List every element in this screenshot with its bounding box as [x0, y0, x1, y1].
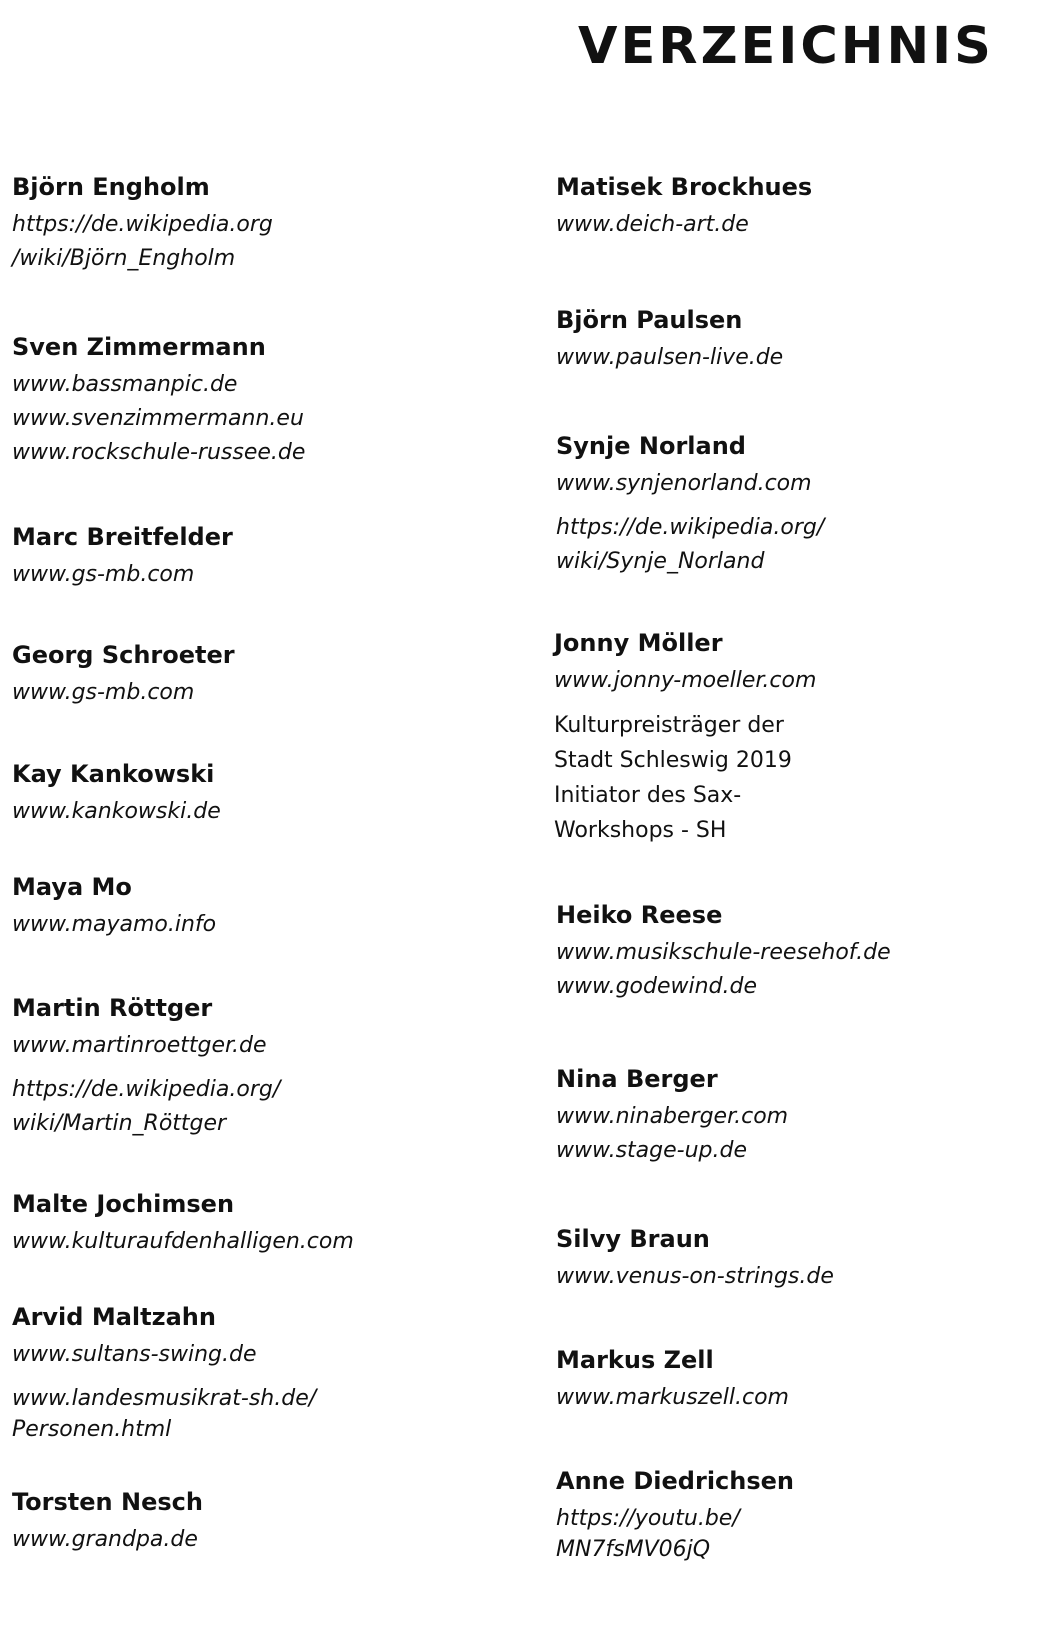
entry-link[interactable]: https://de.wikipedia.org	[12, 212, 273, 237]
entry-link[interactable]: www.gs-mb.com	[12, 562, 195, 587]
entry-nina-berger	[556, 1062, 788, 1168]
entry-link[interactable]: www.martinroettger.de	[12, 1033, 267, 1058]
entry-maya-mo	[12, 870, 216, 942]
entry-link[interactable]: www.deich-art.de	[556, 212, 749, 237]
entry-name: Synje Norland	[556, 432, 746, 460]
entry-link[interactable]: www.jonny-moeller.com	[554, 668, 817, 693]
entry-link[interactable]: www.mayamo.info	[12, 912, 217, 937]
entry-link[interactable]: www.godewind.de	[556, 974, 757, 999]
entry-name: Jonny Möller	[554, 629, 723, 657]
entry-name: Georg Schroeter	[12, 641, 235, 669]
entry-malte-jochimsen	[12, 1187, 354, 1259]
entry-note: Initiator des Sax-	[554, 783, 742, 808]
entry-silvy-braun	[556, 1222, 834, 1294]
entry-link[interactable]: www.grandpa.de	[12, 1527, 198, 1552]
entry-name: Maya Mo	[12, 873, 132, 901]
entry-anne-diedrichsen	[556, 1464, 794, 1564]
entry-link[interactable]: www.musikschule-reesehof.de	[556, 940, 891, 965]
entry-link[interactable]: www.paulsen-live.de	[556, 345, 784, 370]
entry-note: Stadt Schleswig 2019	[554, 748, 792, 773]
entry-link[interactable]: www.bassmanpic.de	[12, 372, 238, 397]
entry-jonny-moeller	[554, 626, 816, 848]
entry-marc-breitfelder	[12, 520, 233, 592]
entry-link[interactable]: www.kankowski.de	[12, 799, 221, 824]
entry-note: Kulturpreisträger der	[554, 713, 784, 738]
entry-name: Arvid Maltzahn	[12, 1303, 216, 1331]
entry-kay-kankowski	[12, 757, 221, 829]
entry-martin-roettger	[12, 991, 280, 1141]
entry-name: Anne Diedrichsen	[556, 1467, 795, 1495]
entry-link[interactable]: www.rockschule-russee.de	[12, 440, 306, 465]
entry-bjoern-paulsen	[556, 303, 783, 375]
entry-name: Heiko Reese	[556, 901, 723, 929]
entry-note: Workshops - SH	[554, 818, 727, 843]
entry-name: Björn Paulsen	[556, 306, 743, 334]
entry-name: Malte Jochimsen	[12, 1190, 235, 1218]
entry-link[interactable]: /wiki/Björn_Engholm	[12, 246, 236, 271]
entry-link[interactable]: www.stage-up.de	[556, 1138, 747, 1163]
entry-link[interactable]: https://youtu.be/	[556, 1506, 740, 1531]
entry-bjoern-engholm	[12, 170, 273, 276]
entry-name: Björn Engholm	[12, 173, 210, 201]
entry-name: Markus Zell	[556, 1346, 714, 1374]
entry-link[interactable]: Personen.html	[12, 1417, 172, 1442]
entry-georg-schroeter	[12, 638, 235, 710]
entry-link[interactable]: www.ninaberger.com	[556, 1104, 789, 1129]
entry-synje-norland	[556, 429, 824, 579]
entry-markus-zell	[556, 1343, 789, 1415]
entry-name: Nina Berger	[556, 1065, 718, 1093]
entry-name: Marc Breitfelder	[12, 523, 233, 551]
entry-name: Sven Zimmermann	[12, 333, 266, 361]
entry-name: Martin Röttger	[12, 994, 213, 1022]
entry-link[interactable]: www.kulturaufdenhalligen.com	[12, 1229, 354, 1254]
entry-link[interactable]: MN7fsMV06jQ	[556, 1537, 711, 1562]
entry-arvid-maltzahn	[12, 1300, 316, 1444]
entry-matisek-brockhues	[556, 170, 812, 242]
entry-link[interactable]: wiki/Martin_Röttger	[12, 1111, 227, 1136]
entry-link[interactable]: www.venus-on-strings.de	[556, 1264, 834, 1289]
page-title: VERZEICHNIS	[578, 17, 994, 76]
entry-name: Silvy Braun	[556, 1225, 710, 1253]
entry-link[interactable]: www.synjenorland.com	[556, 471, 812, 496]
entry-name: Torsten Nesch	[12, 1488, 203, 1516]
entry-heiko-reese	[556, 898, 891, 1004]
entry-link[interactable]: www.svenzimmermann.eu	[12, 406, 304, 431]
entry-link[interactable]: www.gs-mb.com	[12, 680, 195, 705]
entry-link[interactable]: www.landesmusikrat-sh.de/	[12, 1386, 317, 1411]
entry-link[interactable]: www.markuszell.com	[556, 1385, 789, 1410]
entry-name: Matisek Brockhues	[556, 173, 813, 201]
entry-link[interactable]: https://de.wikipedia.org/	[12, 1077, 281, 1102]
entry-link[interactable]: wiki/Synje_Norland	[556, 549, 765, 574]
entry-sven-zimmermann	[12, 330, 305, 470]
entry-name: Kay Kankowski	[12, 760, 215, 788]
entry-link[interactable]: https://de.wikipedia.org/	[556, 515, 825, 540]
entry-torsten-nesch	[12, 1485, 203, 1557]
entry-link[interactable]: www.sultans-swing.de	[12, 1342, 257, 1367]
